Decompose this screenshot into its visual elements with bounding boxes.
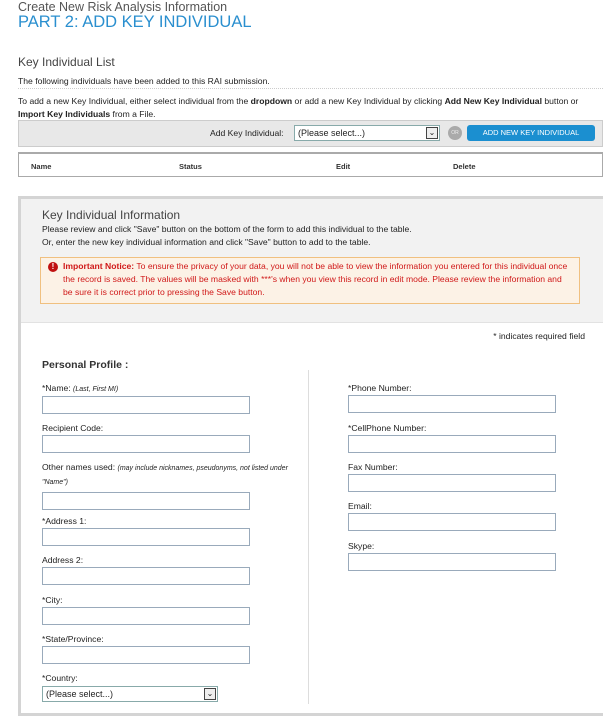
city-label: *City: bbox=[42, 595, 63, 605]
page-subtitle: Create New Risk Analysis Information bbox=[18, 0, 228, 14]
address1-label: *Address 1: bbox=[42, 516, 87, 526]
state-input[interactable] bbox=[42, 646, 250, 664]
instr-text: or add a new Key Individual by clicking bbox=[292, 96, 445, 106]
other-names-input[interactable] bbox=[42, 492, 250, 510]
other-names-label bbox=[42, 461, 304, 489]
required-note: * indicates required field bbox=[493, 331, 585, 341]
other-names-field bbox=[42, 461, 304, 510]
alert-icon: ! bbox=[48, 262, 58, 272]
section-heading: Personal Profile : bbox=[42, 359, 129, 371]
recipient-code-label: Recipient Code: bbox=[42, 423, 104, 433]
country-label: *Country: bbox=[42, 673, 78, 683]
chevron-down-icon: ⌄ bbox=[204, 688, 216, 700]
select-value: (Please select...) bbox=[46, 689, 114, 699]
name-input[interactable] bbox=[42, 396, 250, 414]
add-new-key-individual-button[interactable]: ADD NEW KEY INDIVIDUAL bbox=[467, 125, 595, 141]
instr-text: To add a new Key Individual, either select individual from the bbox=[18, 96, 251, 106]
name-label bbox=[42, 383, 118, 393]
or-icon: OR bbox=[448, 126, 462, 140]
other-names-label-text: Other names used: bbox=[42, 462, 116, 472]
column-divider bbox=[308, 370, 309, 704]
notice-label: Important Notice: bbox=[63, 261, 135, 271]
info-line2: Or, enter the new key individual information and click "Save" button to add to the table. bbox=[42, 237, 371, 247]
instructions bbox=[18, 95, 603, 121]
name-hint: (Last, First MI) bbox=[73, 386, 119, 393]
country-select[interactable] bbox=[42, 686, 218, 702]
email-input[interactable] bbox=[348, 513, 556, 531]
instr-bold: dropdown bbox=[250, 96, 293, 106]
other-names-hint: (may include nicknames, pseudonyms, not listed under "Name") bbox=[42, 465, 288, 486]
list-intro: The following individuals have been added to this RAI submission. bbox=[18, 76, 270, 86]
divider bbox=[18, 88, 603, 89]
phone-label: *Phone Number: bbox=[348, 383, 412, 393]
add-key-individual-label: Add Key Individual: bbox=[210, 128, 284, 138]
skype-label: Skype: bbox=[348, 541, 375, 551]
address2-label: Address 2: bbox=[42, 555, 84, 565]
instr-bold: Add New Key Individual bbox=[444, 96, 542, 106]
notice-text: To ensure the privacy of your data, you will not be able to view the information you entered for this individual once the record is saved. The values will be masked with ***'s when you view this record in edit mode. Please review the information and be sure it is correct prior to pressing the Save button. bbox=[63, 261, 568, 297]
instr-bold: Import Key Individuals bbox=[18, 109, 111, 119]
instr-text: from a File. bbox=[110, 109, 156, 119]
city-input[interactable] bbox=[42, 607, 250, 625]
skype-input[interactable] bbox=[348, 553, 556, 571]
address1-input[interactable] bbox=[42, 528, 250, 546]
col-status[interactable]: Status bbox=[179, 162, 202, 171]
fax-label: Fax Number: bbox=[348, 462, 398, 472]
select-value: (Please select...) bbox=[298, 128, 366, 138]
cellphone-label: *CellPhone Number: bbox=[348, 423, 427, 433]
chevron-down-icon: ⌄ bbox=[426, 127, 438, 139]
instr-text: button or bbox=[541, 96, 579, 106]
address2-input[interactable] bbox=[42, 567, 250, 585]
email-label: Email: bbox=[348, 501, 372, 511]
page-title: PART 2: ADD KEY INDIVIDUAL bbox=[18, 13, 252, 31]
phone-input[interactable] bbox=[348, 395, 556, 413]
col-delete: Delete bbox=[453, 162, 476, 171]
list-heading: Key Individual List bbox=[18, 55, 115, 69]
fax-input[interactable] bbox=[348, 474, 556, 492]
col-name[interactable]: Name bbox=[31, 162, 52, 171]
name-label-text: *Name: bbox=[42, 383, 71, 393]
section-title: Personal Profile bbox=[42, 359, 122, 371]
state-label: *State/Province: bbox=[42, 634, 104, 644]
info-heading: Key Individual Information bbox=[42, 208, 181, 222]
cellphone-input[interactable] bbox=[348, 435, 556, 453]
key-individual-select[interactable] bbox=[294, 125, 440, 141]
key-individual-table bbox=[18, 152, 603, 177]
col-edit: Edit bbox=[336, 162, 351, 171]
important-notice bbox=[40, 257, 580, 304]
info-line1: Please review and click "Save" button on the bottom of the form to add this individual to the table. bbox=[42, 224, 412, 234]
recipient-code-input[interactable] bbox=[42, 435, 250, 453]
